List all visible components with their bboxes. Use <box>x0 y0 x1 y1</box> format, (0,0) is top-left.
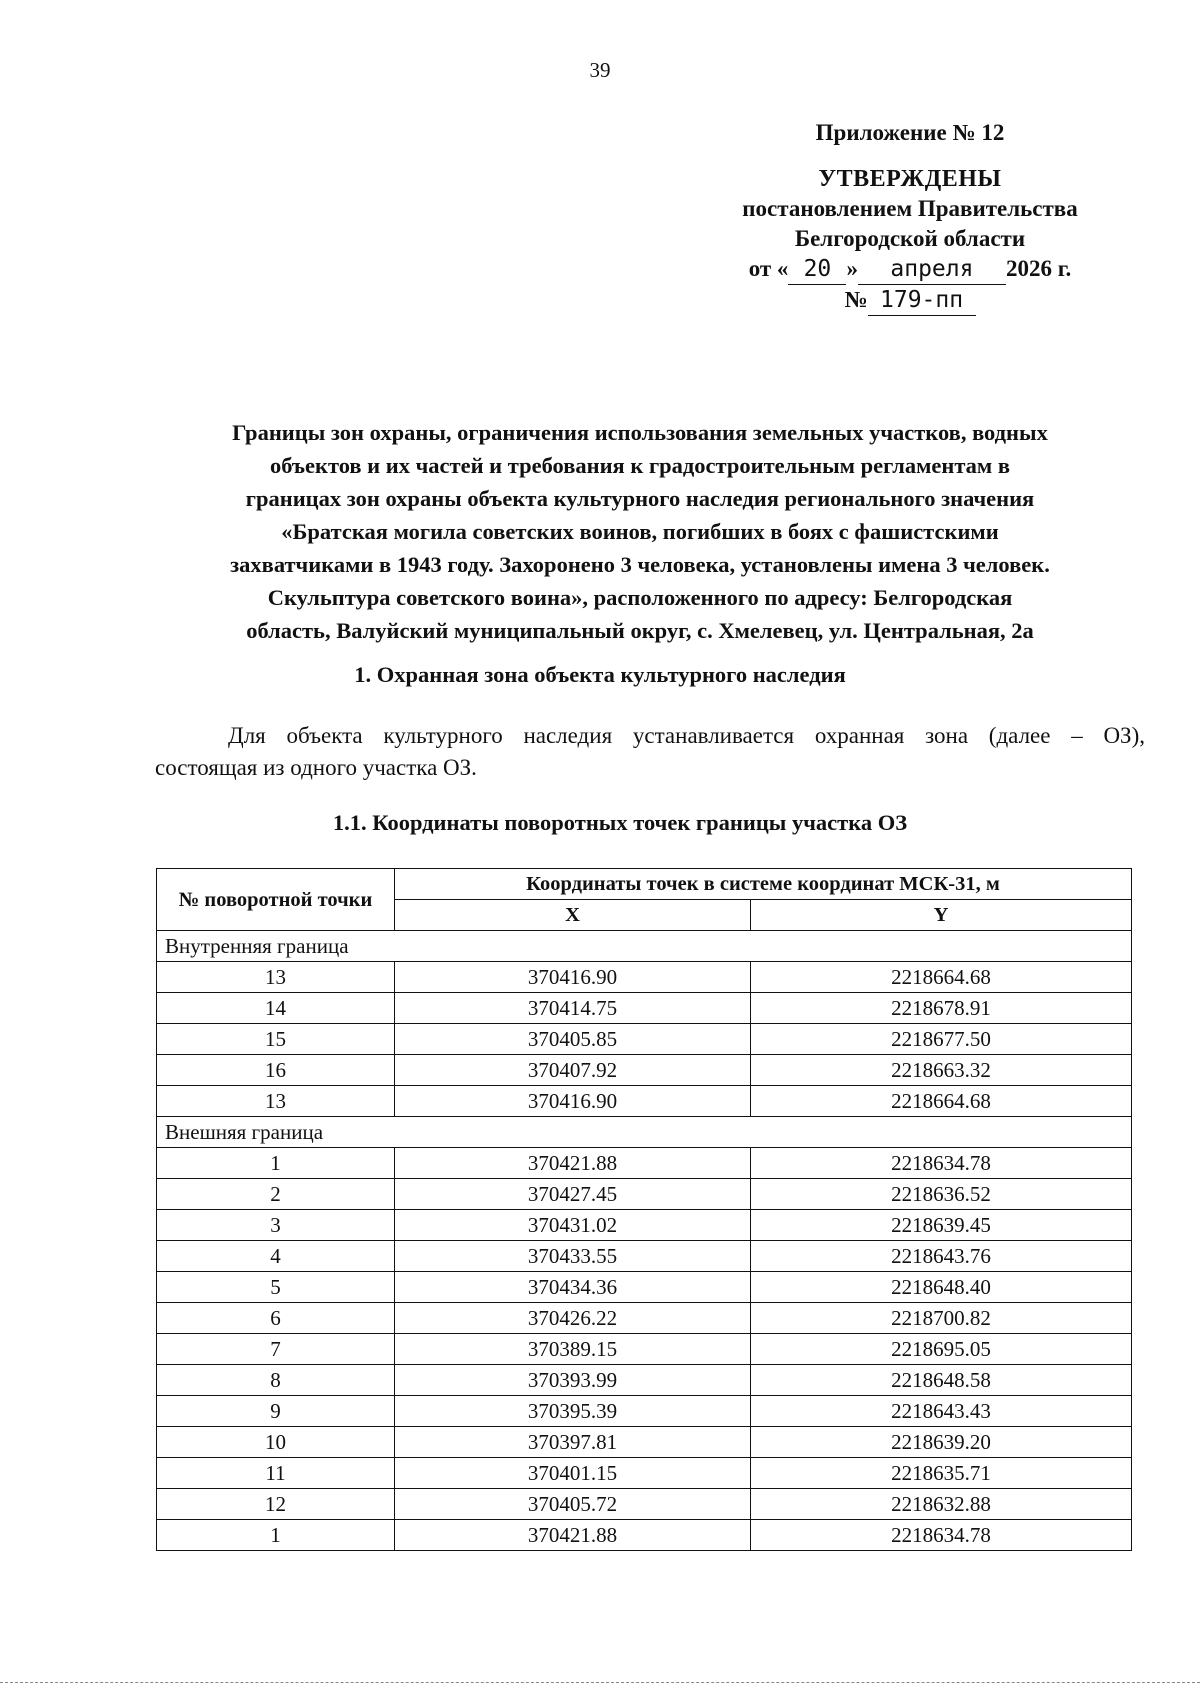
coordinates-table-body <box>157 931 1132 1551</box>
section-1-paragraph <box>155 720 1145 784</box>
table-row <box>157 1365 1132 1396</box>
header-y: Y <box>751 900 1132 931</box>
date-prefix: от « <box>748 256 789 281</box>
cell-point: 16 <box>157 1055 395 1086</box>
table-group-row <box>157 931 1132 962</box>
cell-x: 370393.99 <box>395 1365 751 1396</box>
cell-y: 2218632.88 <box>751 1489 1132 1520</box>
approved-heading: УТВЕРЖДЕНЫ <box>818 166 1002 192</box>
cell-point: 9 <box>157 1396 395 1427</box>
table-row <box>157 1489 1132 1520</box>
table-row <box>157 1272 1132 1303</box>
header-point-number: № поворотной точки <box>157 869 395 931</box>
cell-y: 2218639.20 <box>751 1427 1132 1458</box>
cell-point: 8 <box>157 1365 395 1396</box>
cell-point: 6 <box>157 1303 395 1334</box>
cell-x: 370401.15 <box>395 1458 751 1489</box>
cell-y: 2218695.05 <box>751 1334 1132 1365</box>
cell-y: 2218634.78 <box>751 1520 1132 1551</box>
cell-x: 370431.02 <box>395 1210 751 1241</box>
table-row <box>157 1024 1132 1055</box>
cell-point: 3 <box>157 1210 395 1241</box>
title-line: границах зон охраны объекта культурного наследия регионального значения <box>245 486 1035 511</box>
table-row <box>157 1179 1132 1210</box>
cell-x: 370433.55 <box>395 1241 751 1272</box>
cell-x: 370389.15 <box>395 1334 751 1365</box>
title-line: захватчиками в 1943 году. Захоронено 3 человека, установлены имена 3 человек. <box>230 552 1050 577</box>
approval-line-1: постановлением Правительства <box>742 196 1078 221</box>
approval-number <box>700 285 1120 316</box>
approval-line-2: Белгородской области <box>794 226 1026 251</box>
cell-point: 12 <box>157 1489 395 1520</box>
cell-x: 370421.88 <box>395 1148 751 1179</box>
cell-x: 370405.72 <box>395 1489 751 1520</box>
date-mid: » <box>846 256 858 281</box>
cell-x: 370421.88 <box>395 1520 751 1551</box>
cell-x: 370434.36 <box>395 1272 751 1303</box>
date-day: 20 <box>788 254 846 285</box>
cell-y: 2218663.32 <box>751 1055 1132 1086</box>
table-group-row <box>157 1117 1132 1148</box>
date-month: апреля <box>858 254 1006 285</box>
cell-y: 2218643.43 <box>751 1396 1132 1427</box>
cell-y: 2218677.50 <box>751 1024 1132 1055</box>
table-row <box>157 993 1132 1024</box>
title-line: Скульптура советского воина», расположенного по адресу: Белгородская <box>267 585 1013 610</box>
table-row <box>157 1241 1132 1272</box>
cell-point: 14 <box>157 993 395 1024</box>
approval-date <box>700 254 1120 285</box>
cell-x: 370426.22 <box>395 1303 751 1334</box>
cell-y: 2218648.58 <box>751 1365 1132 1396</box>
title-line: Границы зон охраны, ограничения использования земельных участков, водных <box>232 420 1048 445</box>
cell-x: 370427.45 <box>395 1179 751 1210</box>
date-year: 2026 г. <box>1005 256 1072 281</box>
cell-x: 370416.90 <box>395 962 751 993</box>
number-prefix: № <box>844 287 868 312</box>
cell-point: 10 <box>157 1427 395 1458</box>
table-row <box>157 1148 1132 1179</box>
paragraph-line-1: Для объекта культурного наследия устанавливается охранная зона (далее – ОЗ), <box>228 723 1145 748</box>
cell-point: 4 <box>157 1241 395 1272</box>
document-title <box>140 416 1140 647</box>
cell-x: 370395.39 <box>395 1396 751 1427</box>
cell-point: 7 <box>157 1334 395 1365</box>
table-row <box>157 962 1132 993</box>
cell-x: 370407.92 <box>395 1055 751 1086</box>
header-x: X <box>395 900 751 931</box>
cell-point: 1 <box>157 1520 395 1551</box>
cell-point: 5 <box>157 1272 395 1303</box>
approval-block <box>700 118 1120 316</box>
cell-y: 2218636.52 <box>751 1179 1132 1210</box>
cell-point: 13 <box>157 962 395 993</box>
table-row <box>157 1520 1132 1551</box>
table-row <box>157 1458 1132 1489</box>
coordinates-table <box>156 868 1132 1551</box>
subsection-1-1-heading: 1.1. Координаты поворотных точек границы участка ОЗ <box>332 810 908 835</box>
group-label: Внутренняя граница <box>157 931 1132 962</box>
title-line: область, Валуйский муниципальный округ, с. Хмелевец, ул. Центральная, 2а <box>246 618 1034 643</box>
cell-point: 1 <box>157 1148 395 1179</box>
cell-x: 370405.85 <box>395 1024 751 1055</box>
table-row <box>157 1396 1132 1427</box>
cell-point: 11 <box>157 1458 395 1489</box>
header-coordinates: Координаты точек в системе координат МСК-31, м <box>395 869 1132 900</box>
cell-y: 2218664.68 <box>751 962 1132 993</box>
cell-x: 370414.75 <box>395 993 751 1024</box>
appendix-label: Приложение № 12 <box>815 120 1005 145</box>
cell-y: 2218648.40 <box>751 1272 1132 1303</box>
table-row <box>157 1334 1132 1365</box>
cell-x: 370416.90 <box>395 1086 751 1117</box>
cell-y: 2218639.45 <box>751 1210 1132 1241</box>
group-label: Внешняя граница <box>157 1117 1132 1148</box>
cell-y: 2218635.71 <box>751 1458 1132 1489</box>
table-row <box>157 1086 1132 1117</box>
cell-y: 2218643.76 <box>751 1241 1132 1272</box>
number-value: 179-пп <box>868 285 976 316</box>
table-row <box>157 1055 1132 1086</box>
table-row <box>157 1427 1132 1458</box>
page-number: 39 <box>589 58 611 82</box>
cell-point: 2 <box>157 1179 395 1210</box>
cell-y: 2218678.91 <box>751 993 1132 1024</box>
table-row <box>157 1303 1132 1334</box>
scan-bottom-edge <box>0 1682 1200 1683</box>
paragraph-line-2: состоящая из одного участка ОЗ. <box>155 755 477 780</box>
title-line: объектов и их частей и требования к градостроительным регламентам в <box>269 453 1011 478</box>
cell-point: 15 <box>157 1024 395 1055</box>
cell-x: 370397.81 <box>395 1427 751 1458</box>
table-row <box>157 1210 1132 1241</box>
cell-y: 2218634.78 <box>751 1148 1132 1179</box>
cell-point: 13 <box>157 1086 395 1117</box>
title-line: «Братская могила советских воинов, погибших в боях с фашистскими <box>281 519 999 544</box>
cell-y: 2218664.68 <box>751 1086 1132 1117</box>
section-1-heading: 1. Охранная зона объекта культурного наследия <box>354 662 846 687</box>
cell-y: 2218700.82 <box>751 1303 1132 1334</box>
